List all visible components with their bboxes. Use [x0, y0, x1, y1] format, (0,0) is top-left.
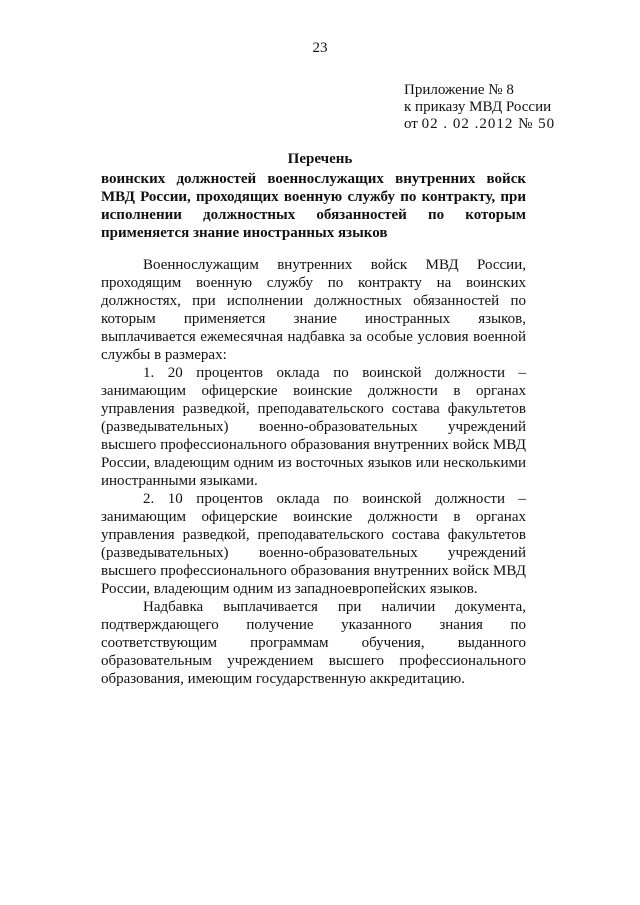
paragraph-item-1: 1. 20 процентов оклада по воинской должности – занимающим офицерские воинские должности в органах управления разведкой, преподавательского состава факультетов (разведывательных) военно-образовательных учреждений высшего профессионального образования внутренних войск МВД России, владеющим одним из восточных языков или несколькими иностранными языками. [101, 365, 526, 489]
document-subtitle: воинских должностей военнослужащих внутренних войск МВД России, проходящих военную службу по контракту, при исполнении должностных обязанностей по которым применяется знание иностранных языков [101, 171, 526, 241]
appendix-date-value: 02 . 02 .2012 № 50 [421, 116, 556, 132]
paragraph-conditions: Надбавка выплачивается при наличии документа, подтверждающего получение указанного знания по соответствующим программам обучения, выданного образовательным учреждением высшего профессионального образования, имеющим государственную аккредитацию. [101, 599, 526, 687]
appendix-date-prefix: от [404, 116, 422, 132]
paragraph-item-2: 2. 10 процентов оклада по воинской должности – занимающим офицерские воинские должности в органах управления разведкой, преподавательского состава факультетов (разведывательных) военно-образовательных учреждений высшего профессионального образования внутренних войск МВД России, владеющим одним из западноевропейских языков. [101, 491, 526, 597]
document-title: Перечень [287, 151, 353, 167]
document-body [101, 256, 526, 688]
page-number: 23 [312, 40, 328, 56]
paragraph-intro: Военнослужащим внутренних войск МВД России, проходящим военную службу по контракту на воинских должностях, при исполнении должностных обязанностей по которым применяется знание иностранных языков, выплачивается ежемесячная надбавка за особые условия военной службы в размерах: [101, 257, 526, 363]
appendix-header [404, 82, 555, 133]
appendix-order-ref: к приказу МВД России [404, 99, 552, 115]
appendix-number: Приложение № 8 [404, 82, 514, 98]
appendix-order-date [404, 116, 555, 133]
